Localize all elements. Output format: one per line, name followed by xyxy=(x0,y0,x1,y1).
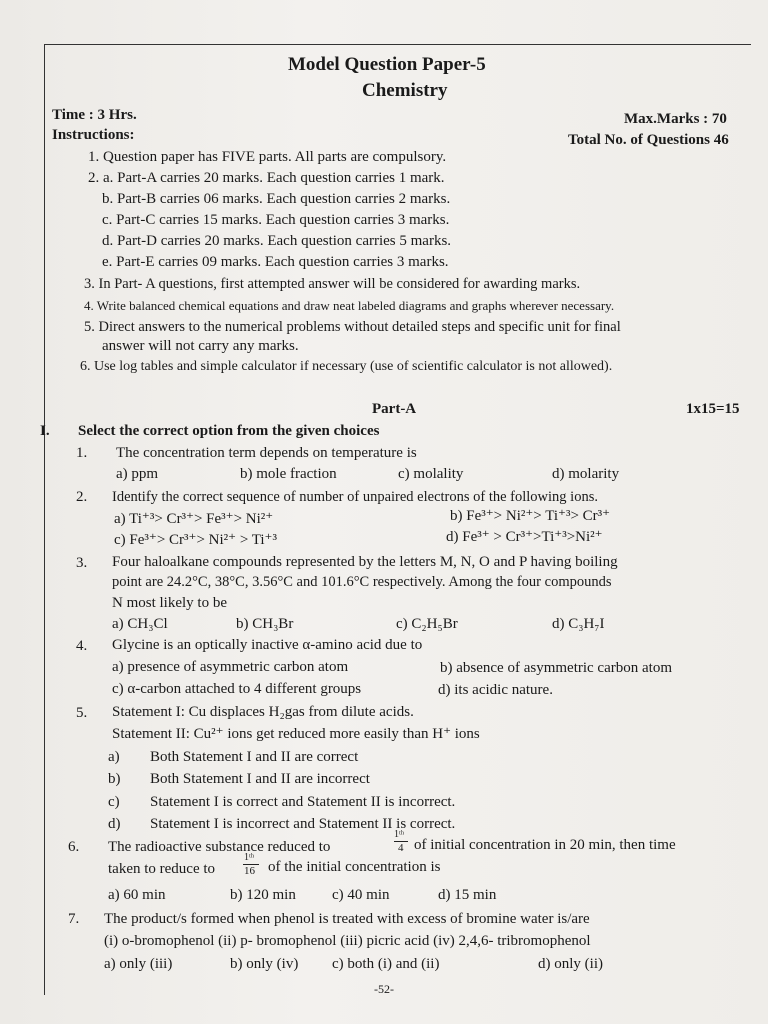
section-number: I. xyxy=(40,423,50,439)
q3-line3: N most likely to be xyxy=(112,595,227,611)
q6-line1-end: of initial concentration in 20 min, then time xyxy=(414,837,676,853)
q7-option-c: c) both (i) and (ii) xyxy=(332,956,440,972)
q4-option-a: a) presence of asymmetric carbon atom xyxy=(112,659,349,675)
q5-option-c: Statement I is correct and Statement II is incorrect. xyxy=(150,794,456,810)
subject-title: Chemistry xyxy=(362,80,448,101)
q5-number: 5. xyxy=(76,705,88,721)
q6-fraction2-denominator: 16 xyxy=(244,865,255,877)
q5-option-c-label: c) xyxy=(108,794,120,810)
q2-option-c: c) Fe³⁺> Cr³⁺> Ni²⁺ > Ti⁺³ xyxy=(114,532,277,548)
total-questions: Total No. of Questions 46 xyxy=(568,132,729,148)
q4-text: Glycine is an optically inactive α-amino acid due to xyxy=(112,637,423,653)
q5-option-d: Statement I is incorrect and Statement II is correct. xyxy=(150,816,456,832)
q6-fraction1-numerator: 1ᵗʰ xyxy=(394,829,405,840)
q2-number: 2. xyxy=(76,489,88,505)
instructions-label: Instructions: xyxy=(52,127,135,143)
instruction-5: 5. Direct answers to the numerical problems without detailed steps and specific unit for final xyxy=(84,319,621,335)
instruction-2d: d. Part-D carries 20 marks. Each question carries 5 marks. xyxy=(102,233,452,249)
q6-line2-end: of the initial concentration is xyxy=(268,859,441,875)
q7-option-b: b) only (iv) xyxy=(230,956,299,972)
q5-option-b: Both Statement I and II are incorrect xyxy=(150,771,370,787)
q2-option-a: a) Ti⁺³> Cr³⁺> Fe³⁺> Ni²⁺ xyxy=(114,511,274,527)
q3-option-b: b) CH₃Br xyxy=(236,616,294,632)
q7-text: The product/s formed when phenol is treated with excess of bromine water is/are xyxy=(104,911,590,927)
q7-statements: (i) o-bromophenol (ii) p- bromophenol (iii) picric acid (iv) 2,4,6- tribromophenol xyxy=(104,933,591,949)
q6-option-c: c) 40 min xyxy=(332,887,390,903)
q3-line1: Four haloalkane compounds represented by the letters M, N, O and P having boiling xyxy=(112,554,618,570)
section-title: Select the correct option from the given choices xyxy=(78,423,380,439)
q2-text: Identify the correct sequence of number of unpaired electrons of the following ions. xyxy=(112,489,598,505)
q7-number: 7. xyxy=(68,911,80,927)
max-marks: Max.Marks : 70 xyxy=(624,111,727,127)
q1-text: The concentration term depends on temperature is xyxy=(116,445,417,461)
instruction-6: 6. Use log tables and simple calculator if necessary (use of scientific calculator is not allowed). xyxy=(80,359,613,374)
q3-line2: point are 24.2°C, 38°C, 3.56°C and 101.6°C respectively. Among the four compounds xyxy=(112,574,612,590)
q2-option-d: d) Fe³⁺ > Cr³⁺>Ti⁺³>Ni²⁺ xyxy=(446,529,603,545)
q6-option-d: d) 15 min xyxy=(438,887,497,903)
q5-statement-2: Statement II: Cu²⁺ ions get reduced more easily than H⁺ ions xyxy=(112,726,480,742)
q4-option-d: d) its acidic nature. xyxy=(438,682,553,698)
q7-option-d: d) only (ii) xyxy=(538,956,603,972)
q6-option-a: a) 60 min xyxy=(108,887,166,903)
q5-option-a: Both Statement I and II are correct xyxy=(150,749,359,765)
instruction-3: 3. In Part- A questions, first attempted answer will be considered for awarding marks. xyxy=(84,276,581,292)
paper-title: Model Question Paper-5 xyxy=(288,54,486,75)
q2-option-b: b) Fe³⁺> Ni²⁺> Ti⁺³> Cr³⁺ xyxy=(450,508,611,524)
q4-option-b: b) absence of asymmetric carbon atom xyxy=(440,660,672,676)
q5-statement-1: Statement I: Cu displaces H₂gas from dilute acids. xyxy=(112,704,414,720)
q6-line1-start: The radioactive substance reduced to xyxy=(108,839,331,855)
q6-fraction1-denominator: 4 xyxy=(398,842,404,854)
q1-option-b: b) mole fraction xyxy=(240,466,337,482)
instruction-2c: c. Part-C carries 15 marks. Each question carries 3 marks. xyxy=(102,212,450,228)
instruction-2a: 2. a. Part-A carries 20 marks. Each question carries 1 mark. xyxy=(88,170,445,186)
q7-option-a: a) only (iii) xyxy=(104,956,173,972)
instruction-5-cont: answer will not carry any marks. xyxy=(102,338,299,354)
q3-number: 3. xyxy=(76,555,88,571)
instruction-1: 1. Question paper has FIVE parts. All parts are compulsory. xyxy=(88,149,447,165)
q1-number: 1. xyxy=(76,445,88,461)
instruction-2b: b. Part-B carries 06 marks. Each question carries 2 marks. xyxy=(102,191,451,207)
time-label: Time : 3 Hrs. xyxy=(52,107,137,123)
q6-option-b: b) 120 min xyxy=(230,887,296,903)
part-a-label: Part-A xyxy=(372,401,417,417)
instruction-2e: e. Part-E carries 09 marks. Each question carries 3 marks. xyxy=(102,254,449,270)
q3-option-d: d) C₃H₇I xyxy=(552,616,605,632)
q4-option-c: c) α-carbon attached to 4 different groups xyxy=(112,681,362,697)
q5-option-d-label: d) xyxy=(108,816,121,832)
q5-option-a-label: a) xyxy=(108,749,120,765)
q6-line2-start: taken to reduce to xyxy=(108,861,216,877)
q5-option-b-label: b) xyxy=(108,771,121,787)
q3-option-c: c) C₂H₅Br xyxy=(396,616,458,632)
q1-option-a: a) ppm xyxy=(116,466,159,482)
q6-fraction2-numerator: 1ᵗʰ xyxy=(244,852,255,863)
q1-option-c: c) molality xyxy=(398,466,464,482)
q1-option-d: d) molarity xyxy=(552,466,620,482)
instruction-4: 4. Write balanced chemical equations and draw neat labeled diagrams and graphs wherever necessary. xyxy=(84,298,615,313)
q6-number: 6. xyxy=(68,839,80,855)
page-number: -52- xyxy=(374,982,394,996)
part-a-marks: 1x15=15 xyxy=(686,401,740,417)
q4-number: 4. xyxy=(76,638,88,654)
q3-option-a: a) CH₃Cl xyxy=(112,616,168,632)
